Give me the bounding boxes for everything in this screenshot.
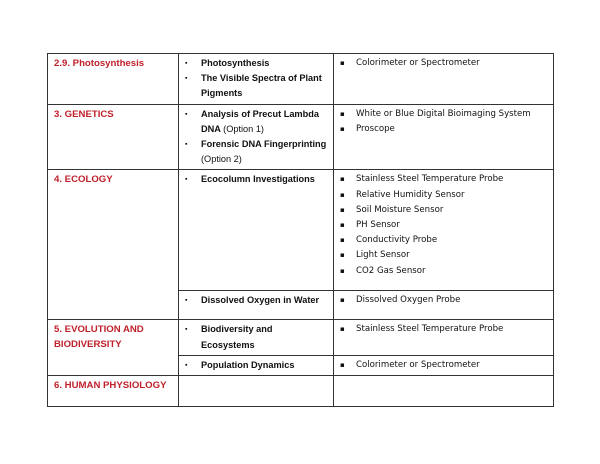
topic-cell (48, 170, 179, 320)
topic-label: 6. HUMAN PHYSIOLOGY (54, 380, 167, 392)
activity-cell (179, 54, 334, 105)
list-item: ▪ CO2 Gas Sensor (340, 264, 547, 279)
table-row (48, 170, 554, 291)
table-row (48, 376, 554, 407)
bullet-icon: ▪ (340, 124, 345, 133)
list-item: ▪ PH Sensor (340, 218, 547, 233)
list-item: ▪ Biodiversity and Ecosystems (185, 324, 273, 350)
topic-label: 4. ECOLOGY (54, 174, 113, 186)
topic-label: 3. GENETICS (54, 108, 114, 120)
activity-cell (179, 170, 334, 291)
bullet-icon: ▪ (340, 251, 345, 260)
activity-cell (179, 104, 334, 170)
list-item: ▪ Dissolved Oxygen in Water (185, 293, 327, 308)
bullet-icon: ▪ (185, 361, 188, 369)
activity-cell (179, 376, 334, 407)
bullet-icon: ▪ (340, 221, 345, 230)
bullet-icon: ▪ (185, 176, 188, 184)
activity-cell (179, 291, 334, 320)
list-item: ▪ Proscope (340, 122, 547, 137)
bullet-icon: ▪ (185, 141, 188, 149)
table-row (48, 104, 554, 170)
list-item: ▪ Ecocolumn Investigations (185, 172, 327, 187)
bullet-icon: ▪ (340, 59, 345, 67)
bullet-icon: ▪ (185, 297, 188, 305)
topic-cell (48, 104, 179, 170)
curriculum-table (47, 53, 554, 407)
bullet-icon: ▪ (185, 110, 188, 118)
list-item: ▪ Photosynthesis (185, 56, 327, 71)
list-item: ▪ Light Sensor (340, 248, 547, 263)
topic-cell (48, 54, 179, 105)
bullet-icon: ▪ (185, 75, 188, 83)
table-row (48, 320, 554, 355)
bullet-icon: ▪ (340, 175, 345, 184)
list-item: ▪ The Visible Spectra of Plant Pigments (185, 73, 322, 99)
equipment-cell (334, 291, 554, 320)
list-item: ▪ White or Blue Digital Bioimaging System (340, 107, 547, 122)
bullet-icon: ▪ (340, 360, 345, 369)
activity-cell (179, 355, 334, 375)
topic-label: 2.9. Photosynthesis (54, 58, 145, 69)
activity-cell (179, 320, 334, 355)
list-item: ▪ Stainless Steel Temperature Probe (340, 172, 547, 187)
bullet-icon: ▪ (340, 325, 345, 334)
topic-label: 5. EVOLUTION AND BIODIVERSITY (54, 324, 144, 351)
list-item: ▪ Conductivity Probe (340, 233, 547, 248)
bullet-icon: ▪ (185, 326, 188, 334)
list-item: ▪ Population Dynamics (185, 358, 327, 373)
list-item: ▪ Relative Humidity Sensor (340, 188, 547, 203)
list-item: ▪ Colorimeter or Spectrometer (340, 358, 547, 373)
equipment-cell (334, 320, 554, 355)
bullet-icon: ▪ (340, 296, 345, 305)
topic-cell (48, 320, 179, 376)
equipment-cell (334, 54, 554, 105)
table-row (48, 54, 554, 105)
bullet-icon: ▪ (340, 205, 345, 214)
equipment-cell (334, 376, 554, 407)
list-item: ▪ Forensic DNA Fingerprinting (Option 2) (185, 139, 327, 165)
bullet-icon: ▪ (185, 60, 188, 67)
equipment-cell (334, 355, 554, 375)
list-item: ▪ Stainless Steel Temperature Probe (340, 322, 547, 337)
bullet-icon: ▪ (340, 109, 345, 118)
bullet-icon: ▪ (340, 236, 345, 245)
list-item: ▪ Analysis of Precut Lambda DNA (Option 1) (185, 108, 319, 134)
list-item: ▪ Dissolved Oxygen Probe (340, 293, 547, 308)
topic-cell (48, 376, 179, 407)
equipment-cell (334, 170, 554, 291)
list-item: ▪ Colorimeter or Spectrometer (340, 56, 547, 71)
equipment-cell (334, 104, 554, 170)
bullet-icon: ▪ (340, 266, 345, 275)
list-item: ▪ Soil Moisture Sensor (340, 203, 547, 218)
bullet-icon: ▪ (340, 190, 345, 199)
